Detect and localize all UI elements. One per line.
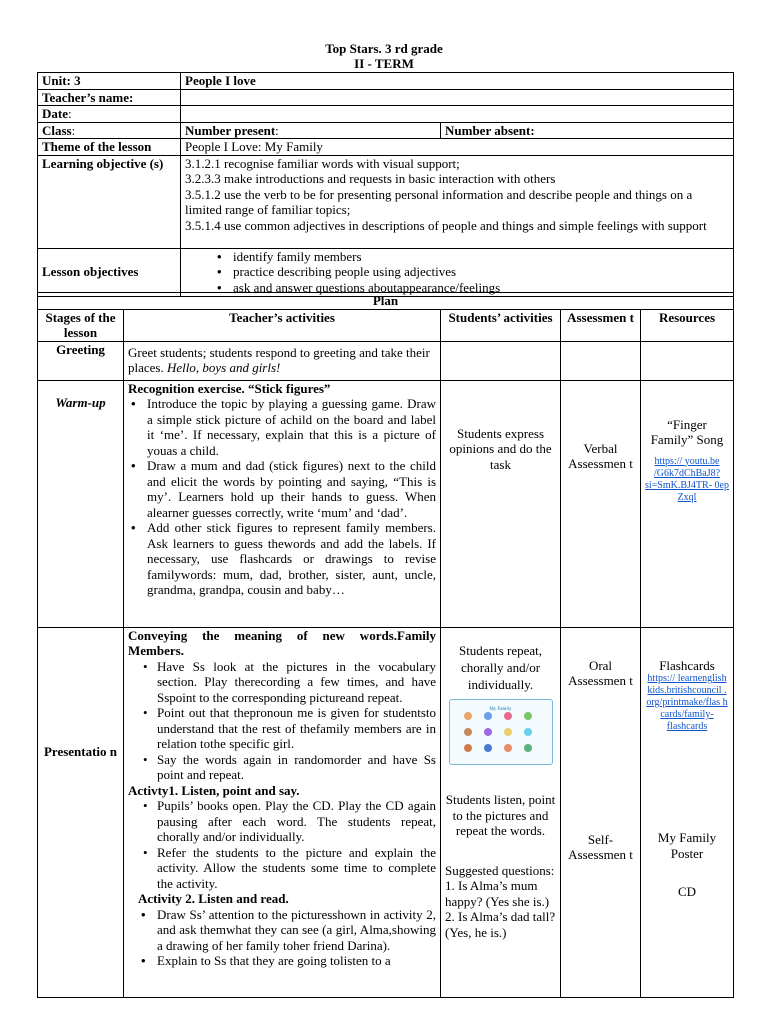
objective-item: 3.2.3.3 make introductions and requests in basic interaction with others	[185, 171, 556, 186]
warmup-bullet: • Add other stick figures to represent family members. Ask learners to guess thewords and add the labels. If necessary, use flashcards or drawings to revise familywords: mum, dad, brother, sister, aunt, uncle, grandma, grandpa, cousin and baby…	[147, 520, 436, 598]
family-figure-icon	[484, 712, 492, 720]
plan-table	[37, 292, 734, 998]
family-figure-icon	[484, 744, 492, 752]
family-figure-icon	[464, 728, 472, 736]
date-cell	[38, 106, 181, 123]
family-figure-icon	[524, 744, 532, 752]
header-stages: Stages of the lesson	[38, 309, 124, 341]
greeting-activity	[124, 341, 441, 380]
greeting-students	[441, 341, 561, 380]
teacher-value	[181, 89, 734, 106]
presentation-students	[441, 627, 561, 997]
stage-greeting: Greeting	[38, 341, 124, 380]
header-teacher: Teacher’s activities	[124, 309, 441, 341]
warmup-bullet: • Introduce the topic by playing a guessing game. Draw a simple stick picture of achild on the board and label it ‘me’. If necessary, explain that this is a picture of youas a child.	[147, 396, 436, 458]
stage-warmup: Warm-up	[38, 380, 124, 627]
presentation-students-2: Students listen, point to the pictures and repeat the words.	[445, 792, 556, 838]
lesson-obj-item: • identify family members	[233, 249, 729, 265]
presentation-students-1: Students repeat, chorally and/or individually.	[458, 642, 543, 692]
warmup-activity	[124, 380, 441, 627]
presentation-assessment-2: Self- Assessmen t	[568, 831, 633, 862]
warmup-resource-title: “Finger Family” Song	[650, 416, 724, 447]
suggested-questions-title: Suggested questions:	[445, 862, 555, 878]
unit-label: Unit: 3	[38, 73, 181, 90]
family-figure-icon	[484, 728, 492, 736]
family-figure-icon	[504, 712, 512, 720]
suggested-question: 1. Is Alma’s mum happy? (Yes she is.)	[445, 878, 550, 909]
family-picture-thumbnail	[449, 699, 553, 765]
objective-item: 3.1.2.1 recognise familiar words with visual support;	[185, 155, 460, 171]
presentation-heading: Conveying the meaning of new words.Family Members.	[128, 627, 436, 658]
class-label: Class	[42, 122, 72, 138]
activity2-bullet: • Explain to Ss that they are going tolisten to a	[157, 953, 436, 969]
theme-value: People I Love: My Family	[181, 139, 734, 156]
objective-item: 3.5.1.4 use common adjectives in descriptions of people and things and simple feelings with support	[185, 217, 707, 233]
family-figure-icon	[504, 744, 512, 752]
present-colon: :	[275, 122, 279, 138]
family-figure-icon	[464, 712, 472, 720]
presentation-resources	[641, 627, 734, 997]
greeting-text: Greet students; students respond to greeting and take their places.	[128, 344, 430, 375]
resource-poster: My Family Poster	[657, 830, 717, 861]
activity1-heading: Activty1. Listen, point and say.	[128, 782, 300, 798]
resource-flashcards: Flashcards	[659, 657, 715, 673]
activity2-heading: Activity 2. Listen and read.	[138, 891, 289, 906]
suggested-question: 2. Is Alma’s dad tall? (Yes, he is.)	[445, 909, 556, 940]
lesson-obj-item: • practice describing people using adjectives	[233, 264, 729, 280]
presentation-bullet: • Have Ss look at the pictures in the vocabulary section. Play therecording a few times, and have Sspoint to the corresponding pictureand repeat.	[157, 659, 436, 706]
date-label: Date	[42, 106, 68, 121]
greeting-italic: Hello, boys and girls!	[166, 360, 281, 375]
plan-title: Plan	[38, 293, 734, 310]
objective-item: 3.5.1.2 use the verb to be for presenting personal information and describe people and things on a limited range of familiar topics;	[185, 186, 693, 217]
class-cell	[38, 122, 181, 139]
family-figure-icon	[504, 728, 512, 736]
unit-value: People I love	[181, 73, 734, 90]
header-students: Students’ activities	[441, 309, 561, 341]
warmup-resources	[641, 380, 734, 627]
warmup-assessment: Verbal Assessmen t	[561, 380, 641, 627]
present-label: Number present	[185, 122, 276, 138]
header-assessment: Assessmen t	[561, 309, 641, 341]
activity2-bullet: • Draw Ss’ attention to the picturesshown in activity 2, and ask themwhat they can see (a girl, Alma,showing a drawing of her family toher friend Darina).	[157, 907, 436, 954]
activity1-bullet: • Refer the students to the picture and explain the activity. Allow the students some time to complete the activity.	[157, 845, 436, 892]
lesson-info-table	[37, 72, 734, 297]
lesson-obj-label: Lesson objectives	[38, 248, 181, 296]
stage-presentation: Presentatio n	[38, 627, 124, 997]
document-term: II - TERM	[354, 56, 414, 71]
greeting-resources	[641, 341, 734, 380]
objective-label: Learning objective (s)	[38, 155, 181, 248]
warmup-resource-link[interactable]: https:// youtu.be /G6k7dChBaJ8? si=SmK.BJ4TR- 0ep Zxql	[645, 455, 729, 503]
thumbnail-title: My Family	[489, 706, 512, 712]
family-figure-icon	[464, 744, 472, 752]
presentation-assessment-1: Oral Assessmen t	[568, 657, 633, 688]
presentation-bullet: • Say the words again in randomorder and have Ss point and repeat.	[157, 752, 436, 783]
date-value	[181, 106, 734, 123]
present-cell	[181, 122, 441, 139]
lesson-obj-item: • ask and answer questions aboutappearance/feelings	[233, 280, 729, 296]
header-resources: Resources	[641, 309, 734, 341]
class-colon: :	[71, 122, 76, 138]
date-colon: :	[68, 106, 72, 121]
theme-label: Theme of the lesson	[38, 139, 181, 156]
resource-cd: CD	[677, 884, 697, 899]
warmup-bullet: • Draw a mum and dad (stick figures) next to the child and elicit the words by pointing and saying, “This is my’. Learners hold up their hands to guess. When alearner guesses correctly, write ‘mum’ and ‘dad’.	[147, 458, 436, 520]
greeting-assessment	[561, 341, 641, 380]
absent-label: Number absent:	[441, 122, 734, 139]
warmup-heading: Recognition exercise. “Stick figures”	[128, 380, 331, 396]
objective-list	[181, 155, 734, 248]
family-figure-icon	[524, 728, 532, 736]
presentation-activity	[124, 627, 441, 997]
lesson-obj-list	[181, 248, 734, 296]
family-figure-icon	[524, 712, 532, 720]
resource-flashcards-link[interactable]: https:// learnenglish kids.britishcouncil . org/printmake/flas h cards/family- flashcards	[646, 673, 728, 732]
presentation-bullet: • Point out that thepronoun me is given for studentsto understand that the rest of thefamily members are in relation tothe specific girl.	[157, 705, 436, 752]
warmup-students: Students express opinions and do the task	[441, 380, 561, 627]
teacher-label: Teacher’s name:	[38, 89, 181, 106]
presentation-assessment	[561, 627, 641, 997]
activity1-bullet: • Pupils’ books open. Play the CD. Play the CD again pausing after each word. The students repeat, chorally and/or individually.	[157, 798, 436, 845]
document-title: Top Stars. 3 rd grade	[325, 41, 443, 56]
